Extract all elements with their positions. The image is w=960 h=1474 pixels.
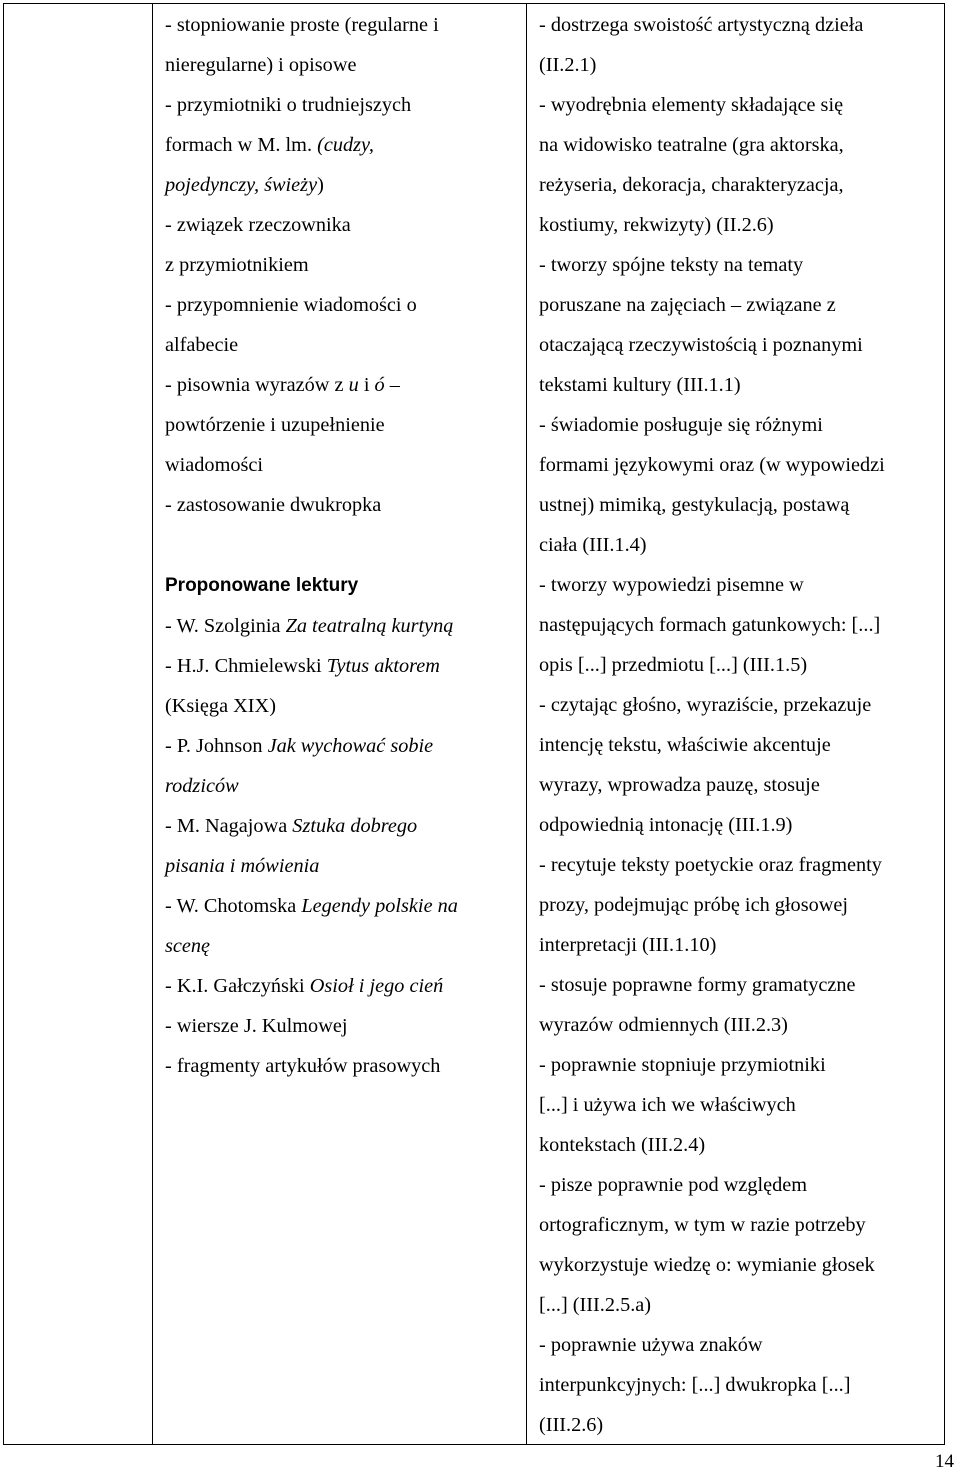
left-text-line xyxy=(165,445,520,485)
outcome-text-line: wykorzystuje wiedzę o: wymianie głosek xyxy=(539,1254,875,1276)
outcome-text-line: [...] (III.2.5.a) xyxy=(539,1294,652,1316)
title-text: Za teatralną kurtyną xyxy=(285,615,454,637)
title-text: Jak wychować sobie xyxy=(267,735,434,757)
left-text-line xyxy=(165,205,520,245)
left-text-line xyxy=(165,165,520,205)
text-run: i xyxy=(358,374,375,396)
learning-outcomes-column xyxy=(539,5,941,1445)
left-text-line xyxy=(165,686,520,726)
outcome-text-line: - poprawnie używa znaków xyxy=(539,1334,763,1356)
text-run: - P. Johnson xyxy=(165,735,268,757)
text-run: z przymiotnikiem xyxy=(165,254,309,276)
outcome-text-line: ustnej) mimiką, gestykulacją, postawą xyxy=(539,494,850,516)
outcome-text-line: poruszane na zajęciach – związane z xyxy=(539,294,836,316)
title-text: ó xyxy=(374,374,385,396)
left-text-line xyxy=(165,926,520,966)
outcome-text-line: - tworzy spójne teksty na tematy xyxy=(539,254,804,276)
left-text-line xyxy=(165,325,520,365)
outcome-text-line: - recytuje teksty poetyckie oraz fragmenty xyxy=(539,854,882,876)
left-text-line xyxy=(165,245,520,285)
title-text: pojedynczy, świeży xyxy=(165,174,318,196)
left-text-line xyxy=(165,5,520,45)
outcome-text-line: interpretacji (III.1.10) xyxy=(539,934,717,956)
outcome-text-line: kontekstach (III.2.4) xyxy=(539,1134,706,1156)
outcome-text-line: reżyseria, dekoracja, charakteryzacja, xyxy=(539,174,844,196)
title-text: Osioł i jego cień xyxy=(309,975,444,997)
outcome-text-line: tekstami kultury (III.1.1) xyxy=(539,374,741,396)
topics-and-readings-column xyxy=(165,5,520,1086)
title-text: u xyxy=(348,374,359,396)
left-text-line xyxy=(165,485,520,525)
left-text-line xyxy=(165,45,520,85)
outcome-text-line: kostiumy, rekwizyty) (II.2.6) xyxy=(539,214,774,236)
text-run: - związek rzeczownika xyxy=(165,214,351,236)
title-text: scenę xyxy=(165,935,211,957)
outcome-text-line: - poprawnie stopniuje przymiotniki xyxy=(539,1054,826,1076)
left-text-line xyxy=(165,886,520,926)
outcome-text-line: - dostrzega swoistość artystyczną dzieła xyxy=(539,14,864,36)
left-text-line xyxy=(165,365,520,405)
outcome-text-line: na widowisko teatralne (gra aktorska, xyxy=(539,134,844,156)
text-run: - stopniowanie proste (regularne i xyxy=(165,14,439,36)
text-run: formach w M. lm. xyxy=(165,134,318,156)
left-text-line xyxy=(165,1006,520,1046)
outcome-text-line: - stosuje poprawne formy gramatyczne xyxy=(539,974,856,996)
text-run: - H.J. Chmielewski xyxy=(165,655,327,677)
title-text: (cudzy, xyxy=(317,134,374,156)
text-run: (Księga XIX) xyxy=(165,695,276,717)
text-run: - fragmenty artykułów prasowych xyxy=(165,1055,441,1077)
text-run: - W. Chotomska xyxy=(165,895,302,917)
outcome-text-line: (II.2.1) xyxy=(539,54,597,76)
title-text: Legendy polskie na xyxy=(301,895,458,917)
left-text-line xyxy=(165,806,520,846)
left-text-line xyxy=(165,846,520,886)
outcome-text-line: - wyodrębnia elementy składające się xyxy=(539,94,844,116)
text-run: - W. Szolginia xyxy=(165,615,286,637)
title-text: pisania i mówienia xyxy=(165,855,320,877)
column-divider-2 xyxy=(526,4,527,1444)
text-run: alfabecie xyxy=(165,334,239,356)
outcome-text-line: - czytając głośno, wyraziście, przekazuje xyxy=(539,694,872,716)
outcome-text-line: intencję tekstu, właściwie akcentuje xyxy=(539,734,831,756)
outcome-text-line: odpowiednią intonację (III.1.9) xyxy=(539,814,793,836)
outcome-text-line: interpunkcyjnych: [...] dwukropka [...] xyxy=(539,1374,851,1396)
left-text-line xyxy=(165,726,520,766)
left-text-line xyxy=(165,1046,520,1086)
outcome-text-line: wyrazów odmiennych (III.2.3) xyxy=(539,1014,788,1036)
outcome-text-line: prozy, podejmując próbę ich głosowej xyxy=(539,894,849,916)
text-run: - K.I. Gałczyński xyxy=(165,975,310,997)
outcome-text-line: (III.2.6) xyxy=(539,1414,604,1436)
left-text-line xyxy=(165,525,520,565)
outcome-text-line: opis [...] przedmiotu [...] (III.1.5) xyxy=(539,654,808,676)
text-run: - przymiotniki o trudniejszych xyxy=(165,94,412,116)
left-text-line xyxy=(165,125,520,165)
text-run: nieregularne) i opisowe xyxy=(165,54,357,76)
text-run: ) xyxy=(317,174,324,196)
outcome-text-line: ortograficznym, w tym w razie potrzeby xyxy=(539,1214,866,1236)
left-text-line xyxy=(165,85,520,125)
outcome-text-line: ciała (III.1.4) xyxy=(539,534,647,556)
curriculum-table xyxy=(3,3,945,1445)
outcome-text-line: [...] i używa ich we właściwych xyxy=(539,1094,796,1116)
outcome-text-line: wyrazy, wprowadza pauzę, stosuje xyxy=(539,774,820,796)
text-run: - wiersze J. Kulmowej xyxy=(165,1015,348,1037)
text-run: - zastosowanie dwukropka xyxy=(165,494,382,516)
left-text-line xyxy=(165,565,520,606)
text-run: - pisownia wyrazów z xyxy=(165,374,349,396)
text-run: - przypomnienie wiadomości o xyxy=(165,294,417,316)
outcome-text-line: następujących formach gatunkowych: [...] xyxy=(539,614,881,636)
text-run: powtórzenie i uzupełnienie xyxy=(165,414,385,436)
title-text: Sztuka dobrego xyxy=(292,815,418,837)
outcome-text-line: - tworzy wypowiedzi pisemne w xyxy=(539,574,804,596)
text-run: - M. Nagajowa xyxy=(165,815,293,837)
outcome-text-line: - świadomie posługuje się różnymi xyxy=(539,414,823,436)
left-text-line xyxy=(165,646,520,686)
left-text-line xyxy=(165,606,520,646)
outcome-text-line: - pisze poprawnie pod względem xyxy=(539,1174,808,1196)
outcome-text-line: formami językowymi oraz (w wypowiedzi xyxy=(539,454,885,476)
text-run: wiadomości xyxy=(165,454,264,476)
outcome-text-line: otaczającą rzeczywistością i poznanymi xyxy=(539,334,863,356)
left-text-line xyxy=(165,766,520,806)
title-text: rodziców xyxy=(165,775,239,797)
page-number: 14 xyxy=(935,1451,954,1472)
text-run: – xyxy=(384,374,400,396)
left-text-line xyxy=(165,285,520,325)
column-divider-1 xyxy=(152,4,153,1444)
left-text-line xyxy=(165,966,520,1006)
readings-heading: Proponowane lektury xyxy=(165,575,359,596)
left-text-line xyxy=(165,405,520,445)
title-text: Tytus aktorem xyxy=(326,655,440,677)
